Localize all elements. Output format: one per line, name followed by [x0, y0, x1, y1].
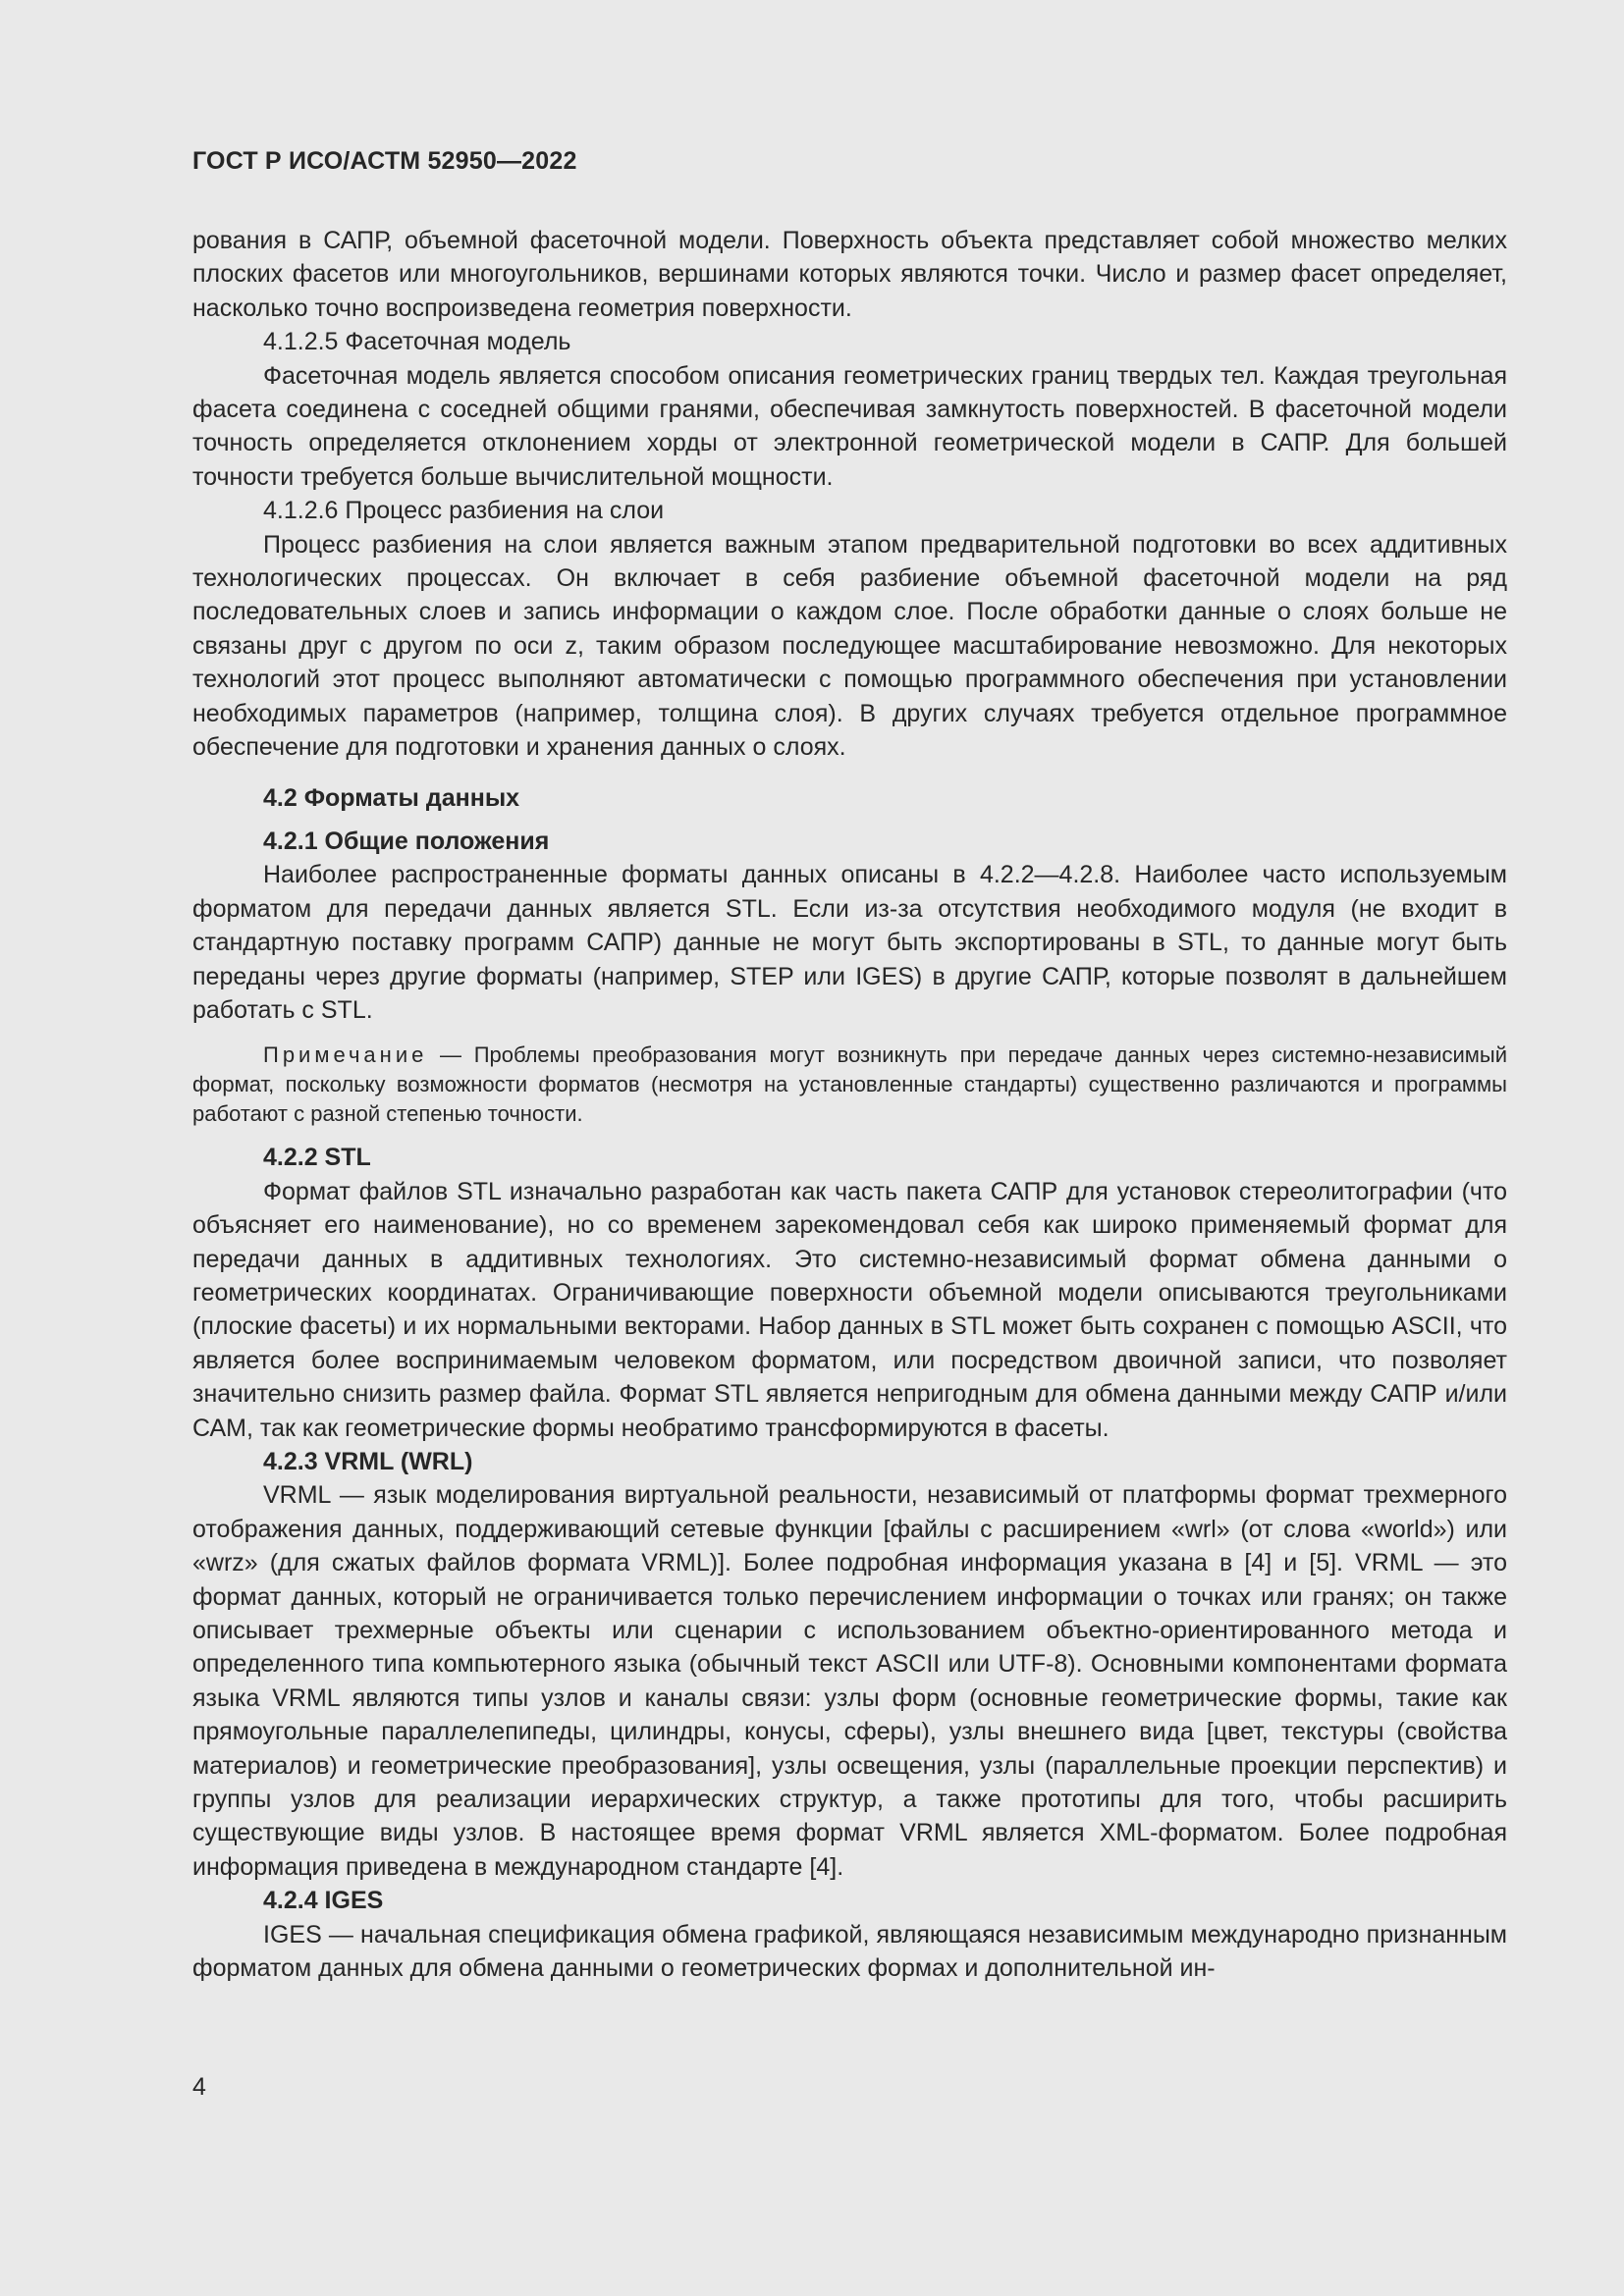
section-4-2-2-heading: 4.2.2 STL: [263, 1144, 371, 1172]
clause-4-1-2-5-title: 4.1.2.5 Фасеточная модель: [263, 328, 571, 356]
section-4-2-1-text: Наиболее распространенные форматы данных описаны в 4.2.2—4.2.8. Наиболее часто используемым форматом для передачи данных является STL. Если из-за отсутствия необходимого модуля (не входит в стандартную поставку программ САПР) данные не могут быть экспортированы в STL, то данные могут быть переданы через другие форматы (например, STEP или IGES) в другие САПР, которые позволят в дальнейшем работать с STL.: [192, 861, 1507, 1024]
document-header: ГОСТ Р ИСО/АСТМ 52950—2022: [192, 147, 577, 175]
section-4-2-3-heading: 4.2.3 VRML (WRL): [263, 1448, 473, 1475]
section-4-2-4-heading: 4.2.4 IGES: [263, 1887, 384, 1915]
clause-4-1-2-6-title: 4.1.2.6 Процесс разбиения на слои: [263, 497, 665, 525]
clause-4-1-2-6-text: Процесс разбиения на слои является важным этапом предварительной подготовки во всех аддитивных технологических процессах. Он включает в себя разбиение объемной фасеточной модели на ряд последовательных слоев и запись информации о каждом слое. После обработки данные о слоях больше не связаны друг с другом по оси z, таким образом последующее масштабирование невозможно. Для некоторых технологий этот процесс выполняют автоматически с помощью программного обеспечения при установлении необходимых параметров (например, толщина слоя). В других случаях требуется отдельное программное обеспечение для подготовки и хранения данных о слоях.: [192, 530, 1507, 762]
paragraph-continuation: рования в САПР, объемной фасеточной модели. Поверхность объекта представляет собой множество мелких плоских фасетов или многоугольников, вершинами которых являются точки. Число и размер фасет определяет, насколько точно воспроизведена геометрия поверхности.: [192, 227, 1507, 322]
page-number: 4: [192, 2073, 206, 2101]
section-4-2-2-text: Формат файлов STL изначально разработан как часть пакета САПР для установок стереолитографии (что объясняет его наименование), но со временем зарекомендовал себя как широко применяемый формат для передачи данных в аддитивных технологиях. Это системно-независимый формат обмена данными о геометрических координатах. Ограничивающие поверхности объемной модели описываются треугольниками (плоские фасеты) и их нормальными векторами. Набор данных в STL может быть сохранен с помощью ASCII, что является более воспринимаемым человеком форматом, или посредством двоичной записи, что позволяет значительно снизить размер файла. Формат STL является непригодным для обмена данными между САПР и/или САМ, так как геометрические формы необратимо трансформируются в фасеты.: [192, 1177, 1507, 1442]
section-4-2-3-text: VRML — язык моделирования виртуальной реальности, независимый от платформы формат трехмерного отображения данных, поддерживающий сетевые функции [файлы с расширением «wrl» (от слова «world») или «wrz» (для сжатых файлов формата VRML)]. Более подробная информация указана в [4] и [5]. VRML — это формат данных, который не ограничивается только перечислением информации о точках или гранях; он также описывает трехмерные объекты или сценарии с использованием объектно-ориентированного метода и определенного типа компьютерного языка (обычный текст ASCII или UTF-8). Основными компонентами формата языка VRML являются типы узлов и каналы связи: узлы форм (основные геометрические формы, такие как прямоугольные параллелепипеды, цилиндры, конусы, сферы), узлы внешнего вида [цвет, текстуры (свойства материалов) и геометрические преобразования], узлы освещения, узлы (параллельные проекции перспектив) и группы узлов для реализации иерархических структур, а также прототипы для того, чтобы расширить существующие виды узлов. В настоящее время формат VRML является XML-форматом. Более подробная информация приведена в международном стандарте [4].: [192, 1481, 1507, 1881]
note-label: Примечание: [263, 1042, 428, 1068]
section-4-2-4-text: IGES — начальная спецификация обмена графикой, являющаяся независимым международно признанным форматом данных для обмена данными о геометрических формах и дополнительной ин-: [192, 1920, 1507, 1983]
note-text: — Проблемы преобразования могут возникнуть при передаче данных через системно-независимый формат, поскольку возможности форматов (несмотря на установленные стандарты) существенно различаются и программы работают с разной степенью точности.: [192, 1042, 1507, 1127]
section-4-2-1-heading: 4.2.1 Общие положения: [263, 827, 550, 855]
section-4-2-heading: 4.2 Форматы данных: [263, 783, 520, 812]
note-paragraph: [192, 1041, 1507, 1129]
document-body: [192, 224, 1507, 1986]
clause-4-1-2-5-text: Фасеточная модель является способом описания геометрических границ твердых тел. Каждая треугольная фасета соединена с соседней общими гранями, обеспечивая замкнутость поверхностей. В фасеточной модели точность определяется отклонением хорды от электронной геометрической модели в САПР. Для большей точности требуется больше вычислительной мощности.: [192, 361, 1507, 491]
